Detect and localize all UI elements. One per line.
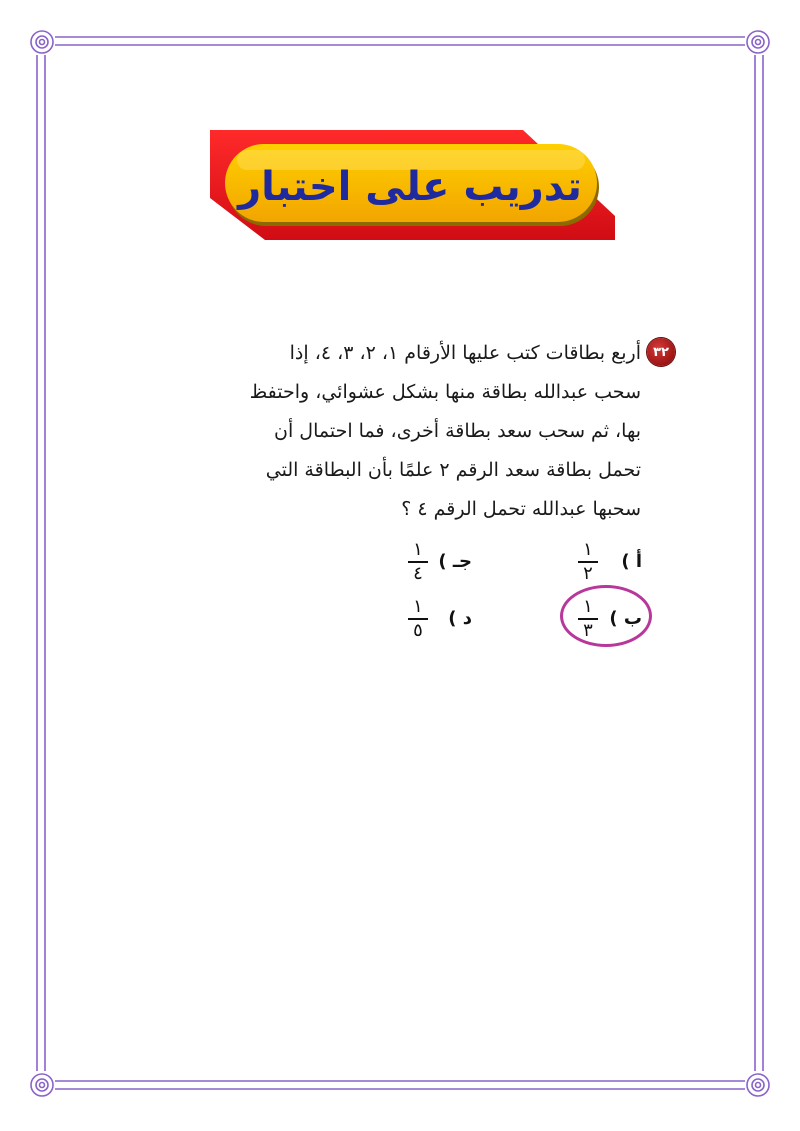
- choice-c[interactable]: [408, 540, 472, 584]
- question-line: أربع بطاقات كتب عليها الأرقام ١، ٢، ٣، ٤، إذا: [289, 342, 641, 364]
- choice-a-label: أ ): [621, 551, 642, 573]
- choice-d-label: د ): [448, 608, 472, 630]
- fraction-numerator: ١: [413, 539, 423, 560]
- fraction-denominator: ٤: [413, 562, 423, 584]
- fraction-denominator: ٥: [413, 619, 423, 641]
- page-title: تدريب على اختبار: [238, 164, 582, 210]
- question-line: سحب عبدالله بطاقة منها بشكل عشوائي، واحتفظ: [249, 381, 641, 403]
- choice-a-fraction: [578, 540, 598, 584]
- selected-answer-circle: [560, 585, 652, 647]
- fraction-denominator: ٢: [583, 562, 593, 584]
- question-line: تحمل بطاقة سعد الرقم ٢ علمًا بأن البطاقة التي: [265, 459, 641, 481]
- fraction-numerator: ١: [413, 596, 423, 617]
- fraction-denominator: ٣: [583, 619, 593, 641]
- fraction-numerator: ١: [583, 596, 593, 617]
- question-line: بها، ثم سحب سعد بطاقة أخرى، فما احتمال أن: [274, 420, 641, 442]
- choice-c-label: جـ ): [438, 551, 472, 573]
- choice-c-fraction: [408, 540, 428, 584]
- question-text: [249, 334, 641, 529]
- choice-a[interactable]: [578, 540, 642, 584]
- question-number-badge: ٣٢: [647, 338, 675, 366]
- fraction-numerator: ١: [583, 539, 593, 560]
- choice-d-fraction: [408, 597, 428, 641]
- question-block: [249, 334, 675, 529]
- choice-d[interactable]: [408, 597, 472, 641]
- question-line: سحبها عبدالله تحمل الرقم ٤ ؟: [401, 498, 641, 520]
- choice-b-label: ب ): [609, 608, 642, 630]
